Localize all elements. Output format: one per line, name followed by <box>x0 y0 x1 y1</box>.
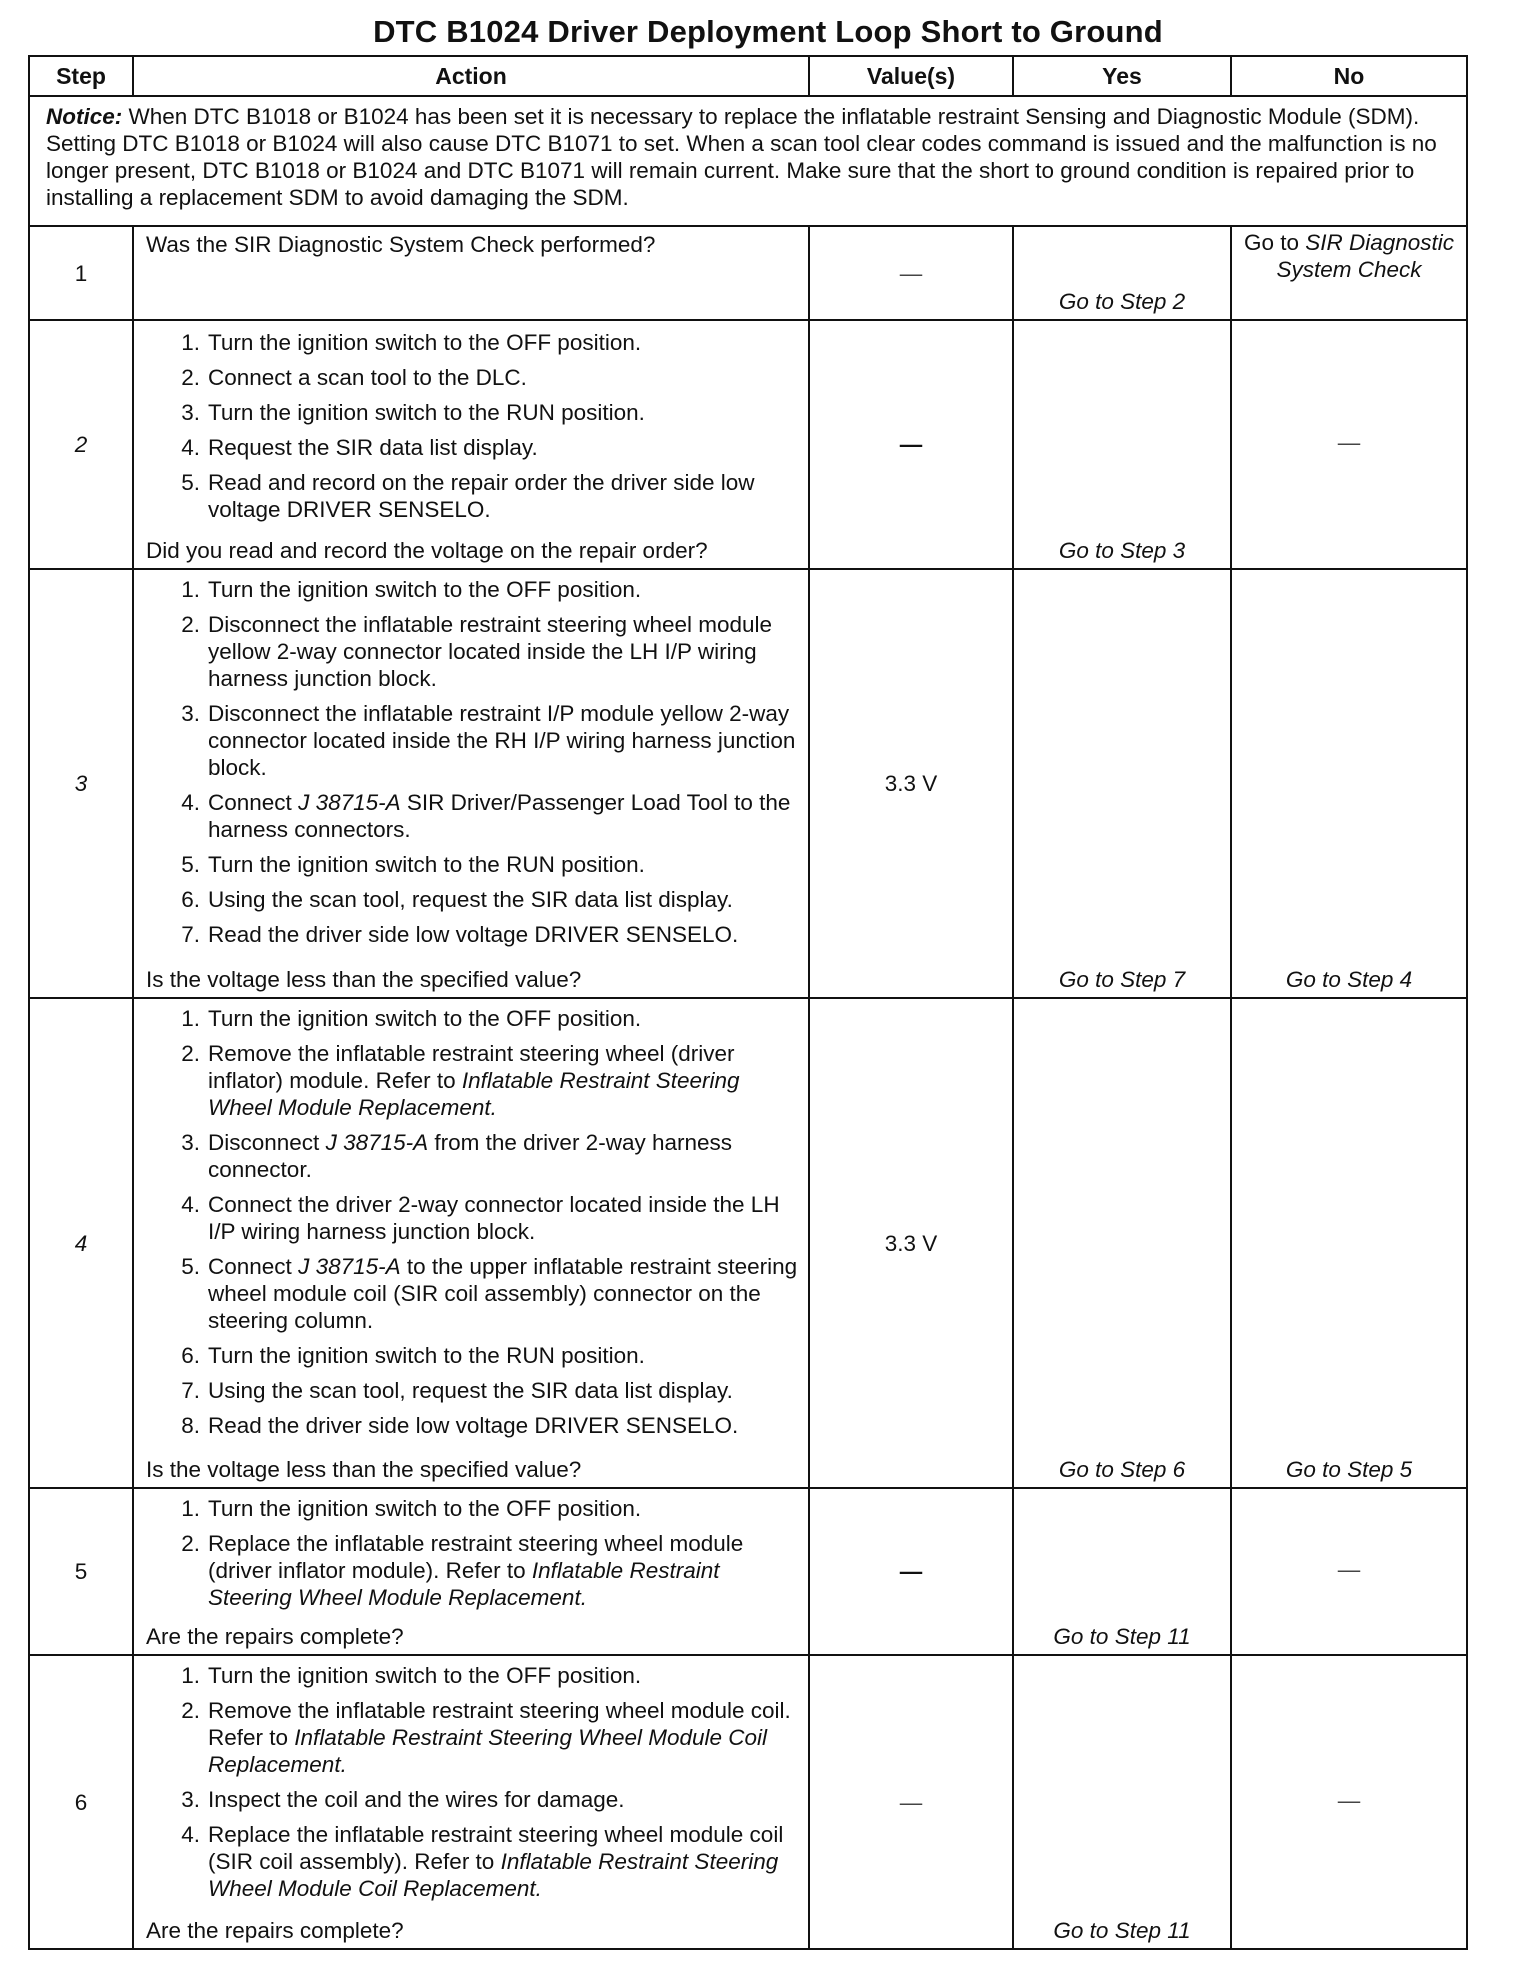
value-cell <box>809 1655 1013 1949</box>
value-dash: — <box>899 260 923 286</box>
step-number: 6 <box>29 1655 133 1949</box>
action-question: Are the repairs complete? <box>146 1918 404 1943</box>
action-item: 4. Replace the inflatable restraint steering wheel module coil (SIR coil assembly). Refer to Inflatable Restraint Steering Wheel Module Coil Replacement. <box>181 1822 784 1901</box>
step-number: 4 <box>29 998 133 1488</box>
action-item: 2. Remove the inflatable restraint steering wheel module coil. Refer to Inflatable Restraint Steering Wheel Module Coil Replacement. <box>181 1698 791 1777</box>
document-title: DTC B1024 Driver Deployment Loop Short to Ground <box>373 14 1163 49</box>
action-item: 1. Turn the ignition switch to the OFF position. <box>181 577 642 602</box>
action-item: 2. Replace the inflatable restraint steering wheel module (driver inflator module). Refer to Inflatable Restraint Steering Wheel Module Replacement. <box>181 1531 744 1610</box>
diagnostic-table <box>28 55 1468 1950</box>
action-item: 4. Connect J 38715-A SIR Driver/Passenger Load Tool to the harness connectors. <box>181 790 791 842</box>
notice-text: When DTC B1018 or B1024 has been set it is necessary to replace the inflatable restraint Sensing and Diagnostic Module (SDM). Setting DTC B1018 or B1024 will also cause DTC B1071 to set. When a scan tool clear codes command is issued and the malfunction is no longer present, DTC B1018 or B1024 and DTC B1071 will remain current. Make sure that the short to ground condition is repaired prior to installing a replacement SDM to avoid damaging the SDM. <box>46 104 1437 210</box>
manual-reference: Inflatable Restraint Steering Wheel Module Replacement. <box>208 1558 720 1610</box>
action-item: 3. Disconnect J 38715-A from the driver 2-way harness connector. <box>181 1130 733 1182</box>
header-no: No <box>1231 56 1467 96</box>
no-cell: Go to Step 5 <box>1231 998 1467 1488</box>
header-row <box>29 56 1467 96</box>
value-dash: — <box>899 1789 923 1815</box>
value-dash: — <box>899 432 923 457</box>
notice-row <box>29 96 1467 226</box>
action-list <box>146 574 798 948</box>
action-list <box>146 325 798 523</box>
action-list <box>146 1660 798 1902</box>
step-number: 3 <box>29 569 133 998</box>
tool-reference: J 38715-A <box>325 1130 429 1155</box>
table-row <box>29 998 1467 1488</box>
no-dash: — <box>1337 1787 1361 1813</box>
yes-cell: Go to Step 7 <box>1013 569 1231 998</box>
action-item: 1. Turn the ignition switch to the OFF position. <box>181 1006 642 1031</box>
yes-cell: Go to Step 3 <box>1013 320 1231 569</box>
action-item: 2. Remove the inflatable restraint steering wheel (driver inflator) module. Refer to Inflatable Restraint Steering Wheel Module Replacement. <box>181 1041 740 1120</box>
notice <box>29 96 1467 226</box>
action-cell <box>133 1488 809 1655</box>
action-item: 5. Turn the ignition switch to the RUN position. <box>181 852 645 877</box>
header-action: Action <box>133 56 809 96</box>
action-item: 1. Turn the ignition switch to the OFF position. <box>181 330 642 355</box>
no-prefix: Go to <box>1243 230 1306 255</box>
action-question: Are the repairs complete? <box>146 1624 404 1649</box>
table-row <box>29 226 1467 320</box>
step-number: 5 <box>29 1488 133 1655</box>
yes-cell: Go to Step 11 <box>1013 1655 1231 1949</box>
action-item: 5. Connect J 38715-A to the upper inflatable restraint steering wheel module coil (SIR coil assembly) connector on the steering column. <box>181 1254 798 1333</box>
action-cell <box>133 320 809 569</box>
action-item: 1. Turn the ignition switch to the OFF position. <box>181 1496 642 1521</box>
action-question: Is the voltage less than the specified value? <box>146 1457 582 1482</box>
yes-cell: Go to Step 11 <box>1013 1488 1231 1655</box>
table-row <box>29 1655 1467 1949</box>
header-yes: Yes <box>1013 56 1231 96</box>
action-item: 4. Request the SIR data list display. <box>181 435 538 460</box>
action-item: 8. Read the driver side low voltage DRIVER SENSELO. <box>181 1413 739 1438</box>
table-row <box>29 320 1467 569</box>
action-item: 2. Disconnect the inflatable restraint steering wheel module yellow 2-way connector located inside the LH I/P wiring harness junction block. <box>181 612 773 691</box>
tool-reference: J 38715-A <box>298 1254 401 1279</box>
action-list <box>146 1003 798 1439</box>
action-item: 5. Read and record on the repair order the driver side low voltage DRIVER SENSELO. <box>181 470 755 522</box>
no-dash: — <box>1337 1557 1361 1582</box>
header-values: Value(s) <box>809 56 1013 96</box>
action-item: 6. Using the scan tool, request the SIR data list display. <box>181 887 733 912</box>
action-list <box>146 1493 798 1611</box>
no-reference: SIR Diagnostic System Check <box>1276 230 1455 282</box>
manual-reference: Inflatable Restraint Steering Wheel Module Replacement. <box>208 1068 740 1120</box>
manual-reference: Inflatable Restraint Steering Wheel Module Coil Replacement. <box>208 1725 768 1777</box>
value-cell <box>809 320 1013 569</box>
tool-reference: J 38715-A <box>298 790 401 815</box>
table-row <box>29 1488 1467 1655</box>
action-item: 3. Disconnect the inflatable restraint I/P module yellow 2-way connector located inside the RH I/P wiring harness junction block. <box>181 701 796 780</box>
manual-reference: Inflatable Restraint Steering Wheel Module Coil Replacement. <box>208 1849 779 1901</box>
value-cell: 3.3 V <box>809 569 1013 998</box>
header-step: Step <box>29 56 133 96</box>
action-item: 2. Connect a scan tool to the DLC. <box>181 365 527 390</box>
no-dash: — <box>1337 430 1361 455</box>
value-cell <box>809 226 1013 320</box>
action-item: 7. Using the scan tool, request the SIR data list display. <box>181 1378 733 1403</box>
action-item: 4. Connect the driver 2-way connector located inside the LH I/P wiring harness junction block. <box>181 1192 780 1244</box>
step-number: 2 <box>29 320 133 569</box>
step-number: 1 <box>29 226 133 320</box>
no-cell: Go to Step 4 <box>1231 569 1467 998</box>
yes-cell: Go to Step 6 <box>1013 998 1231 1488</box>
action-item: 3. Turn the ignition switch to the RUN position. <box>181 400 645 425</box>
no-cell <box>1231 320 1467 569</box>
no-cell <box>1231 1655 1467 1949</box>
action-question: Did you read and record the voltage on the repair order? <box>146 538 708 563</box>
value-dash: — <box>899 1559 923 1584</box>
yes-cell: Go to Step 2 <box>1013 226 1231 320</box>
action-question: Was the SIR Diagnostic System Check performed? <box>146 232 656 257</box>
action-item: 7. Read the driver side low voltage DRIVER SENSELO. <box>181 922 739 947</box>
action-cell <box>133 998 809 1488</box>
action-question: Is the voltage less than the specified value? <box>146 967 582 992</box>
action-cell <box>133 569 809 998</box>
action-cell <box>133 226 809 320</box>
value-cell: 3.3 V <box>809 998 1013 1488</box>
value-cell <box>809 1488 1013 1655</box>
notice-label: Notice: <box>46 104 123 129</box>
table-row <box>29 569 1467 998</box>
action-cell <box>133 1655 809 1949</box>
action-item: 3. Inspect the coil and the wires for damage. <box>181 1787 625 1812</box>
no-cell <box>1231 226 1467 320</box>
action-item: 1. Turn the ignition switch to the OFF position. <box>181 1663 642 1688</box>
action-item: 6. Turn the ignition switch to the RUN position. <box>181 1343 645 1368</box>
no-cell <box>1231 1488 1467 1655</box>
